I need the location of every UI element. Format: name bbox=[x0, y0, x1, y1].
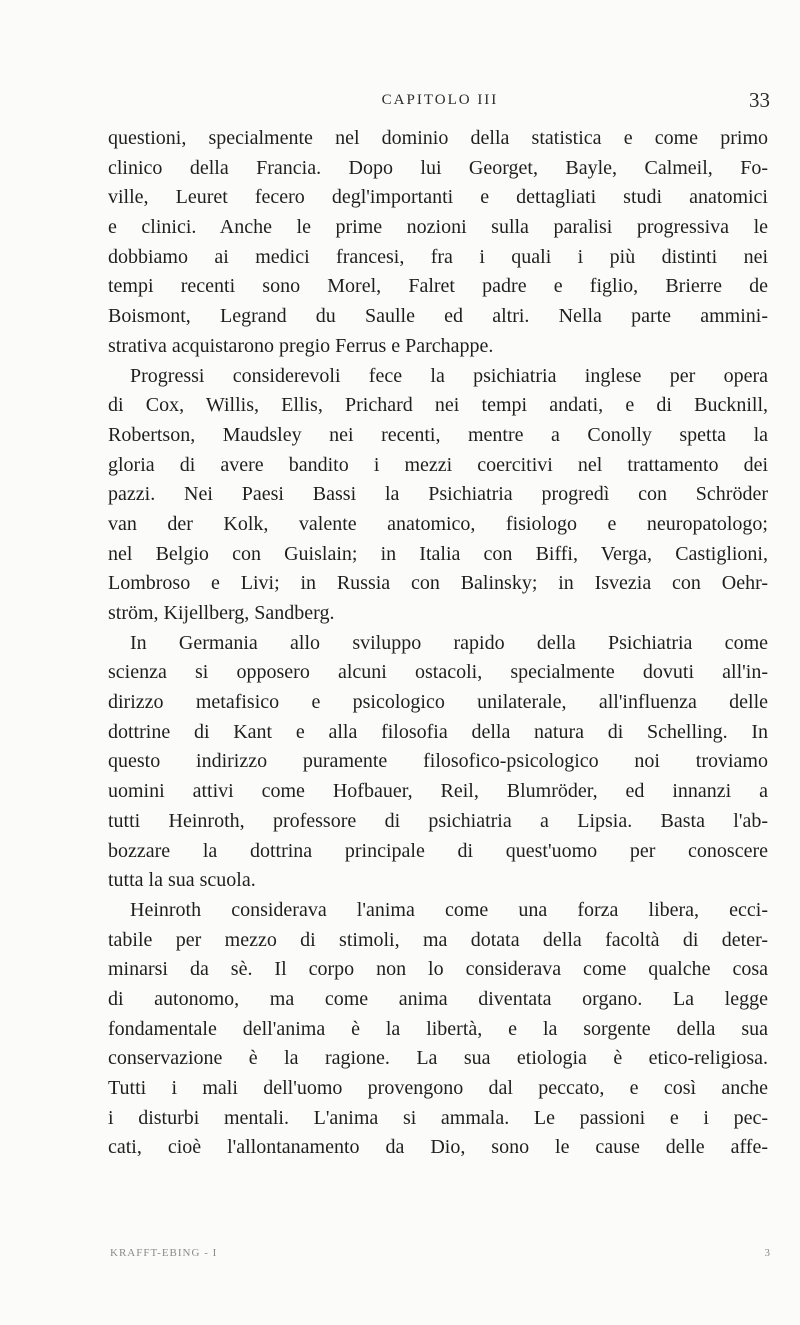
text-line: conservazione è la ragione. La sua etiologia è etico-religiosa. bbox=[108, 1047, 768, 1070]
text-line: tabile per mezzo di stimoli, ma dotata della facoltà di deter- bbox=[108, 928, 768, 951]
text-line: dobbiamo ai medici francesi, fra i quali i più distinti nei bbox=[108, 245, 768, 268]
text-line: tempi recenti sono Morel, Falret padre e figlio, Brierre de bbox=[108, 275, 768, 298]
text-line: nel Belgio con Guislain; in Italia con Biffi, Verga, Castiglioni, bbox=[108, 542, 768, 565]
text-line: dottrine di Kant e alla filosofia della natura di Schelling. In bbox=[108, 720, 768, 743]
text-line: ville, Leuret fecero degl'importanti e dettagliati studi anatomici bbox=[108, 186, 768, 209]
chapter-title: CAPITOLO III bbox=[381, 92, 499, 108]
text-line: Heinroth considerava l'anima come una forza libera, ecci- bbox=[130, 898, 768, 921]
signature-mark: KRAFFT-EBING - I bbox=[110, 1247, 218, 1259]
signature-number: 3 bbox=[764, 1247, 770, 1259]
text-line: clinico della Francia. Dopo lui Georget, Bayle, Calmeil, Fo- bbox=[108, 156, 768, 179]
text-line: Progressi considerevoli fece la psichiatria inglese per opera bbox=[130, 364, 768, 387]
text-line: van der Kolk, valente anatomico, fisiologo e neuropatologo; bbox=[108, 512, 768, 535]
text-line: Robertson, Maudsley nei recenti, mentre a Conolly spetta la bbox=[108, 423, 768, 446]
text-line: Tutti i mali dell'uomo provengono dal peccato, e così anche bbox=[108, 1077, 768, 1099]
text-line: di Cox, Willis, Ellis, Prichard nei tempi andati, e di Bucknill, bbox=[108, 394, 768, 417]
text-line: fondamentale dell'anima è la libertà, e la sorgente della sua bbox=[108, 1017, 768, 1040]
text-line: strativa acquistarono pregio Ferrus e Parchappe. bbox=[108, 334, 494, 357]
text-line: In Germania allo sviluppo rapido della Psichiatria come bbox=[130, 631, 768, 654]
text-line: i disturbi mentali. L'anima si ammala. Le passioni e i pec- bbox=[108, 1106, 768, 1129]
text-line: questo indirizzo puramente filosofico-psicologico noi troviamo bbox=[108, 750, 768, 773]
text-line: pazzi. Nei Paesi Bassi la Psichiatria progredì con Schröder bbox=[108, 483, 768, 506]
text-line: tutta la sua scuola. bbox=[108, 869, 256, 892]
text-line: minarsi da sè. Il corpo non lo considerava come qualche cosa bbox=[108, 958, 768, 981]
running-head bbox=[110, 88, 770, 112]
text-line: di autonomo, ma come anima diventata organo. La legge bbox=[108, 987, 768, 1010]
text-line: tutti Heinroth, professore di psichiatria a Lipsia. Basta l'ab- bbox=[108, 809, 768, 832]
text-line: Boismont, Legrand du Saulle ed altri. Nella parte ammini- bbox=[108, 305, 768, 328]
text-line: questioni, specialmente nel dominio della statistica e come primo bbox=[108, 127, 768, 149]
text-line: bozzare la dottrina principale di quest'uomo per conoscere bbox=[108, 839, 768, 862]
printer-signature bbox=[110, 1247, 770, 1267]
text-line: scienza si opposero alcuni ostacoli, specialmente dovuti all'in- bbox=[108, 661, 768, 684]
text-line: cati, cioè l'allontanamento da Dio, sono le cause delle affe- bbox=[108, 1136, 768, 1159]
text-line: ström, Kijellberg, Sandberg. bbox=[108, 602, 335, 624]
text-line: gloria di avere bandito i mezzi coercitivi nel trattamento dei bbox=[108, 453, 768, 476]
text-line: dirizzo metafisico e psicologico unilaterale, all'influenza delle bbox=[108, 691, 768, 714]
page-number: 33 bbox=[749, 88, 770, 112]
body-text bbox=[108, 124, 768, 1163]
text-line: uomini attivi come Hofbauer, Reil, Blumröder, ed innanzi a bbox=[108, 780, 768, 803]
text-line: e clinici. Anche le prime nozioni sulla paralisi progressiva le bbox=[108, 216, 768, 239]
text-line: Lombroso e Livi; in Russia con Balinsky; in Isvezia con Oehr- bbox=[108, 572, 768, 595]
